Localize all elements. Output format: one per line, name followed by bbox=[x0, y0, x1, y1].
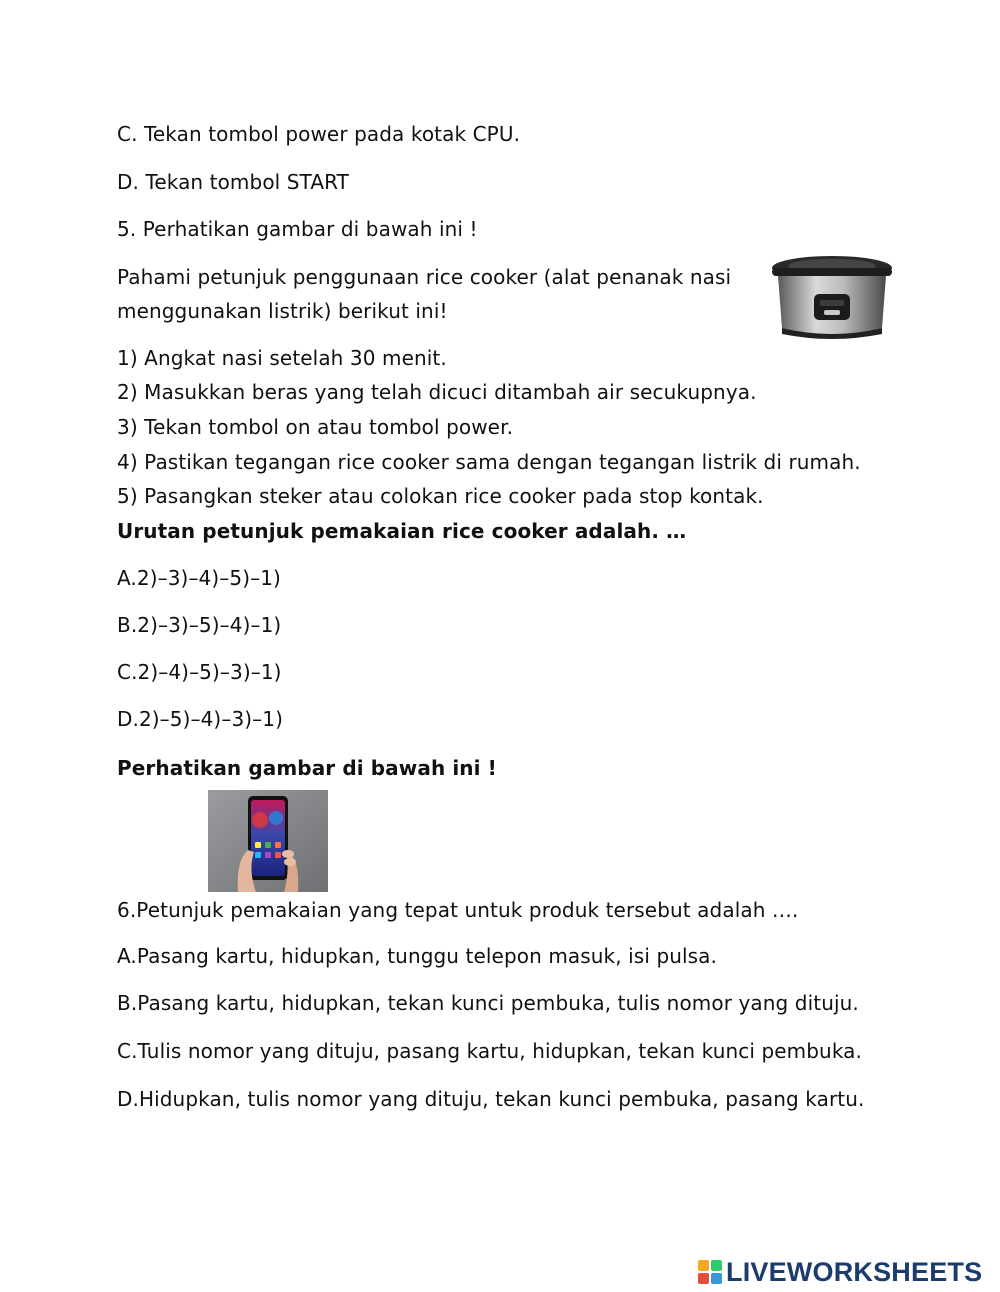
option-d-start: D. Tekan tombol START bbox=[117, 170, 349, 194]
q6-option-c: C.Tulis nomor yang dituju, pasang kartu, hidupkan, tekan kunci pembuka. bbox=[117, 1039, 862, 1063]
step-1: 1) Angkat nasi setelah 30 menit. bbox=[117, 346, 447, 370]
liveworksheets-logo-mark-icon bbox=[698, 1260, 722, 1284]
question-5-intro-line-1: Pahami petunjuk penggunaan rice cooker (alat penanak nasi bbox=[117, 265, 732, 289]
liveworksheets-logo bbox=[698, 1252, 982, 1292]
question-6-title: 6.Petunjuk pemakaian yang tepat untuk produk tersebut adalah …. bbox=[117, 898, 799, 922]
logo-square-2 bbox=[711, 1260, 722, 1271]
rice-cooker-image bbox=[768, 254, 896, 342]
logo-square-3 bbox=[698, 1273, 709, 1284]
answer-option-a: A.2)–3)–4)–5)–1) bbox=[117, 566, 281, 590]
step-3: 3) Tekan tombol on atau tombol power. bbox=[117, 415, 514, 439]
q6-option-b: B.Pasang kartu, hidupkan, tekan kunci pembuka, tulis nomor yang dituju. bbox=[117, 991, 859, 1015]
answer-option-b: B.2)–3)–5)–4)–1) bbox=[117, 613, 282, 637]
smartphone-image bbox=[208, 790, 328, 892]
q6-option-a: A.Pasang kartu, hidupkan, tunggu telepon masuk, isi pulsa. bbox=[117, 944, 717, 968]
step-4: 4) Pastikan tegangan rice cooker sama dengan tegangan listrik di rumah. bbox=[117, 450, 861, 474]
logo-square-4 bbox=[711, 1273, 722, 1284]
liveworksheets-logo-text: LIVEWORKSHEETS bbox=[726, 1256, 983, 1287]
question-5-title: 5. Perhatikan gambar di bawah ini ! bbox=[117, 217, 478, 241]
answer-option-c: C.2)–4)–5)–3)–1) bbox=[117, 660, 282, 684]
option-c-cpu: C. Tekan tombol power pada kotak CPU. bbox=[117, 122, 521, 146]
step-5: 5) Pasangkan steker atau colokan rice cooker pada stop kontak. bbox=[117, 484, 764, 508]
question-5-intro-line-2: menggunakan listrik) berikut ini! bbox=[117, 299, 448, 323]
question-5-prompt: Urutan petunjuk pemakaian rice cooker adalah. … bbox=[117, 519, 687, 543]
q6-option-d: D.Hidupkan, tulis nomor yang dituju, tekan kunci pembuka, pasang kartu. bbox=[117, 1087, 865, 1111]
answer-option-d: D.2)–5)–4)–3)–1) bbox=[117, 707, 283, 731]
logo-square-1 bbox=[698, 1260, 709, 1271]
step-2: 2) Masukkan beras yang telah dicuci ditambah air secukupnya. bbox=[117, 380, 757, 404]
question-6-instruction: Perhatikan gambar di bawah ini ! bbox=[117, 756, 497, 780]
